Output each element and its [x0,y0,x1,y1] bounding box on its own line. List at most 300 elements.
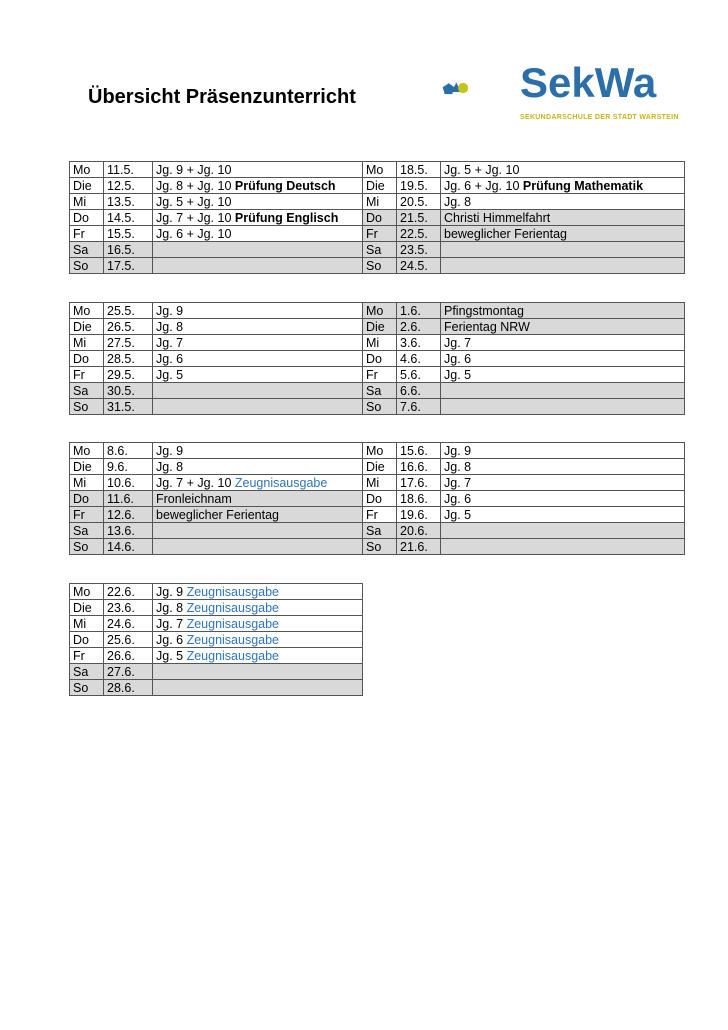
date-cell-text: 4.6. [400,351,421,366]
day-cell [70,399,104,415]
date-cell [397,539,441,555]
date-cell [104,210,153,226]
logo-mark-icon [442,68,522,112]
date-cell-text: 26.5. [107,319,135,334]
schedule-cell [441,178,685,194]
day-cell [70,664,104,680]
schedule-cell-text: Jg. 8 [444,459,472,474]
schedule-cell [441,226,685,242]
schedule-cell [441,319,685,335]
certificate-label: Zeugnisausgabe [234,475,328,490]
schedule-cell [441,539,685,555]
day-cell-text: Sa [366,523,382,538]
day-cell-text: Mi [366,475,380,490]
date-cell-text: 23.6. [107,600,135,615]
day-cell-text: Mi [73,616,87,631]
table-row [70,319,685,335]
day-cell [70,319,104,335]
date-cell [397,178,441,194]
date-cell-text: 11.5. [107,162,134,177]
day-cell-text: Sa [73,242,89,257]
day-cell [70,523,104,539]
day-cell-text: Mi [73,194,87,209]
date-cell [104,680,153,696]
day-cell [363,459,397,475]
day-cell-text: Sa [73,523,89,538]
date-cell [104,194,153,210]
date-cell [104,335,153,351]
schedule-cell [153,459,363,475]
date-cell [397,319,441,335]
date-cell [104,664,153,680]
day-cell-text: Fr [366,507,378,522]
schedule-cell [441,162,685,178]
schedule-cell [153,632,363,648]
certificate-label: Zeugnisausgabe [186,616,280,631]
day-cell-text: Mo [73,443,91,458]
schedule-cell [441,523,685,539]
day-cell-text: So [73,258,89,273]
date-cell [104,242,153,258]
schedule-cell-text: Jg. 7 [444,335,472,350]
table-row [70,383,685,399]
date-cell-text: 31.5. [107,399,135,414]
schedule-cell-text: Jg. 7 + Jg. 10 [156,475,235,490]
day-cell [70,226,104,242]
day-cell-text: So [73,539,89,554]
date-cell [397,242,441,258]
date-cell [397,491,441,507]
day-cell [70,351,104,367]
day-cell-text: So [366,258,382,273]
day-cell-text: Mi [366,194,380,209]
day-cell-text: Die [366,178,385,193]
day-cell-text: Do [73,210,89,225]
day-cell [70,584,104,600]
date-cell [104,632,153,648]
schedule-cell [153,210,363,226]
schedule-cell-text: Jg. 9 [156,584,187,599]
day-cell [363,242,397,258]
day-cell-text: Do [73,491,89,506]
schedule-cell-text: Jg. 5 [444,507,472,522]
day-cell-text: Fr [73,367,85,382]
date-cell-text: 12.5. [107,178,135,193]
day-cell [70,600,104,616]
schedule-cell [153,523,363,539]
table-row [70,210,685,226]
date-cell-text: 17.6. [400,475,428,490]
day-cell [70,303,104,319]
date-cell [397,258,441,274]
schedule-cell [441,303,685,319]
date-cell-text: 25.6. [107,632,135,647]
table-row [70,584,363,600]
day-cell-text: Do [73,351,89,366]
table-row [70,616,363,632]
table-row [70,443,685,459]
day-cell [363,335,397,351]
schedule-cell [153,194,363,210]
date-cell [397,523,441,539]
schedule-cell [153,648,363,664]
day-cell-text: So [73,680,89,695]
day-cell [363,367,397,383]
schedule-cell [441,351,685,367]
schedule-cell-text: Christi Himmelfahrt [444,210,551,225]
schedule-cell-text: Jg. 6 [156,632,187,647]
date-cell [397,194,441,210]
day-cell [363,539,397,555]
schedule-cell [153,367,363,383]
table-row [70,523,685,539]
day-cell [363,178,397,194]
exam-label: Prüfung Mathematik [522,178,644,193]
date-cell [397,475,441,491]
day-cell-text: Mo [73,162,91,177]
date-cell [104,459,153,475]
schedule-cell-text: Jg. 5 [156,648,187,663]
schedule-cell-text: Jg. 6 + Jg. 10 [156,226,232,241]
day-cell [70,680,104,696]
date-cell [397,162,441,178]
day-cell [70,162,104,178]
date-cell-text: 6.6. [400,383,421,398]
schedule-cell [153,383,363,399]
day-cell-text: Sa [73,383,89,398]
day-cell-text: Fr [73,507,85,522]
date-cell-text: 10.6. [107,475,135,490]
schedule-cell-text: beweglicher Ferientag [156,507,279,522]
schedule-cell-text: Pfingstmontag [444,303,524,318]
table-row [70,194,685,210]
date-cell-text: 28.6. [107,680,135,695]
date-cell-text: 22.5. [400,226,428,241]
schedule-cell [441,335,685,351]
schedule-cell-text: Jg. 8 [156,459,184,474]
date-cell-text: 17.5. [107,258,135,273]
schedule-cell-text: Jg. 7 + Jg. 10 [156,210,235,225]
schedule-cell [441,491,685,507]
schedule-cell [153,351,363,367]
schedule-cell [153,303,363,319]
day-cell [363,162,397,178]
date-cell-text: 3.6. [400,335,421,350]
day-cell-text: Die [73,459,92,474]
date-cell [397,226,441,242]
date-cell-text: 1.6. [400,303,421,318]
date-cell [104,399,153,415]
schedule-cell-text: beweglicher Ferientag [444,226,567,241]
date-cell-text: 14.5. [107,210,135,225]
day-cell-text: Mi [73,335,87,350]
schedule-cell [153,258,363,274]
date-cell-text: 27.6. [107,664,135,679]
date-cell [104,523,153,539]
day-cell-text: Die [73,319,92,334]
schedule-cell-text: Ferientag NRW [444,319,530,334]
day-cell-text: Mo [73,303,91,318]
schedule-cell [153,664,363,680]
table-row [70,399,685,415]
date-cell-text: 16.5. [107,242,135,257]
day-cell [70,616,104,632]
schedule-cell-text: Jg. 7 [156,335,184,350]
table-row [70,539,685,555]
table-row [70,600,363,616]
date-cell-text: 24.5. [400,258,428,273]
day-cell [363,399,397,415]
date-cell-text: 13.6. [107,523,135,538]
certificate-label: Zeugnisausgabe [186,632,280,647]
day-cell [363,258,397,274]
day-cell [70,335,104,351]
date-cell [397,383,441,399]
day-cell-text: Fr [366,367,378,382]
date-cell [397,459,441,475]
date-cell-text: 21.5. [400,210,428,225]
schedule-cell [153,600,363,616]
day-cell [363,475,397,491]
schedule-cell [153,226,363,242]
schedule-cell-text: Jg. 6 [444,491,472,506]
date-cell [397,210,441,226]
exam-label: Prüfung Deutsch [234,178,336,193]
day-cell-text: Do [366,491,382,506]
schedule-cell [153,443,363,459]
table-row [70,459,685,475]
date-cell [397,351,441,367]
day-cell [70,258,104,274]
date-cell-text: 26.6. [107,648,135,663]
table-row [70,664,363,680]
date-cell [397,335,441,351]
date-cell [397,443,441,459]
date-cell-text: 29.5. [107,367,135,382]
date-cell-text: 20.6. [400,523,428,538]
schedule-cell [441,367,685,383]
day-cell [363,383,397,399]
date-cell [104,258,153,274]
day-cell-text: Die [366,459,385,474]
schedule-cell-text: Jg. 7 [444,475,472,490]
date-cell-text: 24.6. [107,616,135,631]
date-cell [104,539,153,555]
date-cell-text: 20.5. [400,194,428,209]
schedule-cell [153,162,363,178]
date-cell [104,162,153,178]
day-cell-text: Sa [73,664,89,679]
day-cell [70,367,104,383]
date-cell [104,367,153,383]
schedule-cell-text: Jg. 9 [156,443,184,458]
date-cell [397,367,441,383]
logo-subtitle: SEKUNDARSCHULE DER STADT WARSTEIN [520,114,679,121]
day-cell-text: Mi [73,475,87,490]
day-cell [363,226,397,242]
date-cell-text: 14.6. [107,539,135,554]
date-cell-text: 27.5. [107,335,135,350]
schedule-cell-text: Jg. 6 + Jg. 10 [444,178,523,193]
date-cell-text: 11.6. [107,491,134,506]
schedule-cell [441,194,685,210]
day-cell-text: Die [73,600,92,615]
schedule-cell [441,242,685,258]
date-cell [104,383,153,399]
schedule-cell-text: Jg. 5 [156,367,184,382]
table-row [70,178,685,194]
schedule-cell-text: Jg. 9 [444,443,472,458]
date-cell-text: 25.5. [107,303,135,318]
day-cell-text: Fr [366,226,378,241]
schedule-cell [153,242,363,258]
table-row [70,632,363,648]
table-row [70,226,685,242]
schedule-cell [153,584,363,600]
date-cell [397,303,441,319]
date-cell [104,616,153,632]
table-row [70,475,685,491]
day-cell [70,443,104,459]
date-cell-text: 30.5. [107,383,135,398]
table-row [70,258,685,274]
date-cell [104,226,153,242]
schedule-cell [441,210,685,226]
day-cell-text: Die [73,178,92,193]
day-cell [363,303,397,319]
date-cell-text: 18.5. [400,162,428,177]
schedule-cell [153,507,363,523]
day-cell [70,210,104,226]
day-cell [70,242,104,258]
day-cell-text: Mo [366,443,384,458]
schedule-cell [441,399,685,415]
date-cell-text: 18.6. [400,491,428,506]
date-cell-text: 22.6. [107,584,135,599]
schedule-cell [153,319,363,335]
table-row [70,367,685,383]
day-cell [70,383,104,399]
date-cell [104,584,153,600]
day-cell-text: Mo [366,303,384,318]
schedule-cell-text: Jg. 8 [156,319,184,334]
date-cell-text: 2.6. [400,319,421,334]
schedule-cell-text: Jg. 9 [156,303,184,318]
day-cell-text: So [366,399,382,414]
schedule-cell [153,399,363,415]
schedule-cell [441,507,685,523]
schedule-cell [153,475,363,491]
certificate-label: Zeugnisausgabe [186,584,280,599]
date-cell-text: 13.5. [107,194,135,209]
schedule-cell [153,616,363,632]
date-cell [397,507,441,523]
day-cell [363,523,397,539]
date-cell-text: 21.6. [400,539,428,554]
date-cell-text: 19.5. [400,178,428,193]
table-row [70,351,685,367]
day-cell [70,459,104,475]
schedule-table [69,442,685,555]
date-cell [104,648,153,664]
schedule-cell [441,475,685,491]
date-cell-text: 19.6. [400,507,428,522]
day-cell [363,507,397,523]
page-title: Übersicht Präsenzunterricht [88,86,356,108]
day-cell-text: So [366,539,382,554]
date-cell [104,319,153,335]
schedule-cell [441,459,685,475]
schedule-cell [441,258,685,274]
schedule-cell-text: Jg. 8 + Jg. 10 [156,178,235,193]
table-row [70,491,685,507]
table-row [70,242,685,258]
day-cell-text: Do [366,210,382,225]
date-cell-text: 28.5. [107,351,135,366]
day-cell-text: Do [73,632,89,647]
day-cell [363,491,397,507]
schedule-cell [153,335,363,351]
date-cell [104,178,153,194]
day-cell-text: Mi [366,335,380,350]
table-row [70,507,685,523]
day-cell [70,539,104,555]
day-cell [363,443,397,459]
schedule-cell [441,443,685,459]
schedule-cell-text: Jg. 6 [156,351,184,366]
day-cell [70,178,104,194]
date-cell [104,507,153,523]
date-cell [104,351,153,367]
schedule-cell-text: Jg. 8 [156,600,187,615]
schedule-table [69,161,685,274]
day-cell-text: Sa [366,242,382,257]
table-row [70,303,685,319]
day-cell-text: Mo [366,162,384,177]
day-cell-text: Die [366,319,385,334]
table-row [70,648,363,664]
day-cell-text: Do [366,351,382,366]
logo-name: SekWa [520,59,657,106]
day-cell [70,632,104,648]
date-cell [104,443,153,459]
day-cell [363,210,397,226]
exam-label: Prüfung Englisch [234,210,339,225]
schedule-cell-text: Jg. 8 [444,194,472,209]
schedule-cell-text: Jg. 6 [444,351,472,366]
date-cell-text: 5.6. [400,367,421,382]
date-cell-text: 9.6. [107,459,128,474]
schedule-cell-text: Jg. 7 [156,616,187,631]
schedule-cell [153,491,363,507]
day-cell [363,194,397,210]
certificate-label: Zeugnisausgabe [186,600,280,615]
date-cell-text: 7.6. [400,399,421,414]
day-cell-text: Fr [73,648,85,663]
schedule-cell [441,383,685,399]
table-row [70,680,363,696]
day-cell-text: Sa [366,383,382,398]
date-cell-text: 8.6. [107,443,128,458]
day-cell [363,319,397,335]
schedule-cell-text: Fronleichnam [156,491,232,506]
schedule-cell [153,680,363,696]
date-cell-text: 12.6. [107,507,135,522]
schedule-cell-text: Jg. 5 + Jg. 10 [444,162,520,177]
schedule-cell [153,178,363,194]
day-cell [70,491,104,507]
schedule-cell-text: Jg. 9 + Jg. 10 [156,162,232,177]
